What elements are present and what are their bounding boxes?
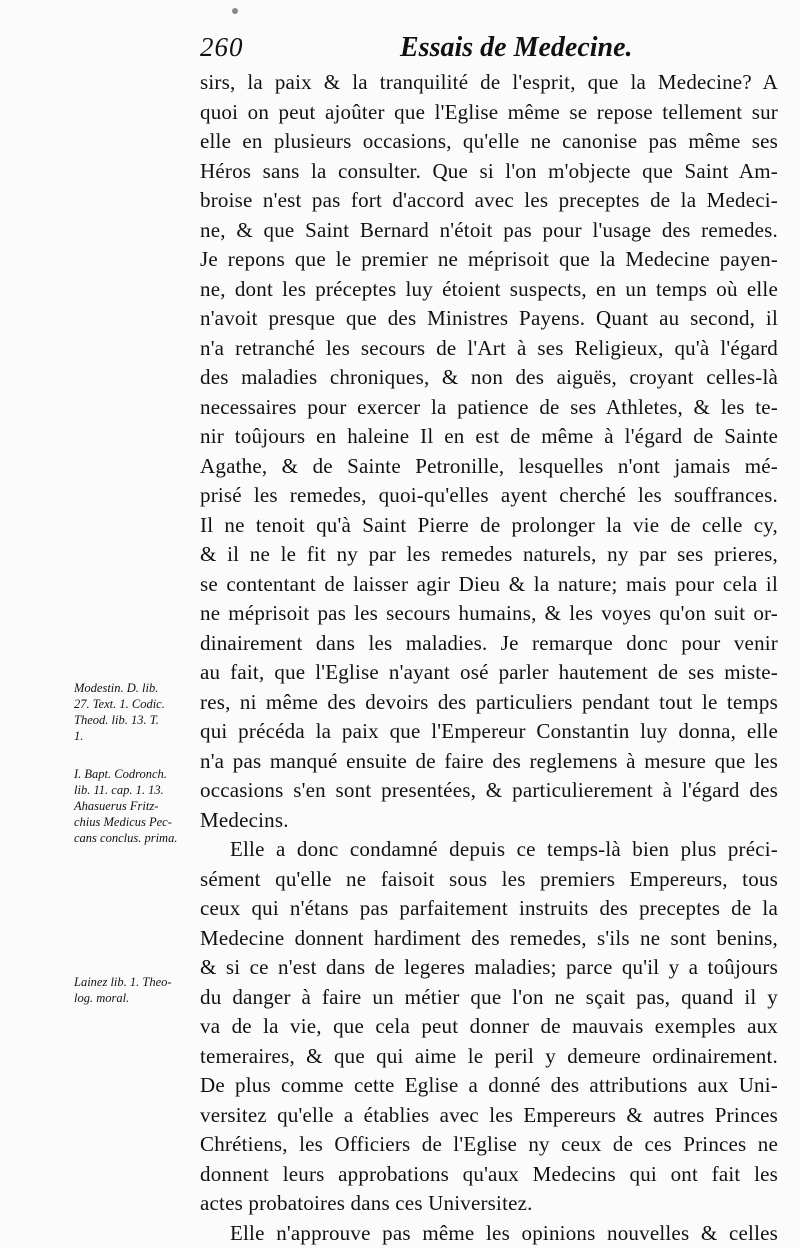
ink-spot (232, 8, 238, 14)
margin-note-line: 27. Text. 1. Codic. (74, 696, 202, 712)
running-head (200, 32, 760, 72)
text-line: n'avoit presque que des Ministres Payens. Quant au second, il (200, 304, 778, 334)
text-line: De plus comme cette Eglise a donné des attributions aux Uni- (200, 1071, 778, 1101)
text-line: broise n'est pas fort d'accord avec les preceptes de la Medeci- (200, 186, 778, 216)
text-line: dinairement dans les maladies. Je remarque donc pour venir (200, 629, 778, 659)
running-title: Essais de Medecine. (400, 32, 633, 64)
text-line: se contentant de laisser agir Dieu & la nature; mais pour cela il (200, 570, 778, 600)
text-line: occasions s'en sont presentées, & particulierement à l'égard des (200, 776, 778, 806)
text-line: Medecins. (200, 806, 778, 836)
text-line: versitez qu'elle a établies avec les Empereurs & autres Princes (200, 1101, 778, 1131)
text-line: n'a pas manqué ensuite de faire des reglemens à mesure que les (200, 747, 778, 777)
text-line: qui précéda la paix que l'Empereur Constantin luy donna, elle (200, 717, 778, 747)
text-line: Agathe, & de Sainte Petronille, lesquelles n'ont jamais mé- (200, 452, 778, 482)
text-line: Héros sans la consulter. Que si l'on m'objecte que Saint Am- (200, 157, 778, 187)
text-line: au fait, que l'Eglise n'ayant osé parler hautement de ses miste- (200, 658, 778, 688)
text-line: nir toûjours en haleine Il en est de même à l'égard de Sainte (200, 422, 778, 452)
text-line: & il ne le fit ny par les remedes naturels, ny par ses prieres, (200, 540, 778, 570)
text-line: quoi on peut ajoûter que l'Eglise même se repose tellement sur (200, 98, 778, 128)
text-line: Chrétiens, les Officiers de l'Eglise ny ceux de ces Princes ne (200, 1130, 778, 1160)
margin-note-line: Lainez lib. 1. Theo- (74, 974, 202, 990)
text-line: du danger à faire un métier que l'on ne sçait pas, quand il y (200, 983, 778, 1013)
margin-note-line: Theod. lib. 13. T. (74, 712, 202, 728)
margin-note (74, 680, 202, 744)
text-line: ne, dont les préceptes luy étoient suspects, en un temps où elle (200, 275, 778, 305)
text-line: va de la vie, que cela peut donner de mauvais exemples aux (200, 1012, 778, 1042)
text-line: des maladies chroniques, & non des aiguës, croyant celles-là (200, 363, 778, 393)
page-number: 260 (200, 32, 244, 63)
margin-note-line: I. Bapt. Codronch. (74, 766, 202, 782)
margin-note-line: log. moral. (74, 990, 202, 1006)
text-line: n'a retranché les secours de l'Art à ses Religieux, qu'à l'égard (200, 334, 778, 364)
text-line: Medecine donnent hardiment des remedes, s'ils ne sont benins, (200, 924, 778, 954)
text-line: elle en plusieurs occasions, qu'elle ne canonise pas même ses (200, 127, 778, 157)
text-line: actes probatoires dans ces Universitez. (200, 1189, 778, 1219)
text-line: res, ni même des devoirs des particuliers pendant tout le temps (200, 688, 778, 718)
text-line: Je repons que le premier ne méprisoit que la Medecine payen- (200, 245, 778, 275)
margin-note (74, 974, 202, 1006)
text-line: necessaires pour exercer la patience de ses Athletes, & les te- (200, 393, 778, 423)
margin-note (74, 766, 202, 846)
text-line: sirs, la paix & la tranquilité de l'esprit, que la Medecine? A (200, 68, 778, 98)
text-line: Il ne tenoit qu'à Saint Pierre de prolonger la vie de celle cy, (200, 511, 778, 541)
text-line: & si ce n'est dans de legeres maladies; parce qu'il y a toûjours (200, 953, 778, 983)
margin-note-line: 1. (74, 728, 202, 744)
text-line: temeraires, & que qui aime le peril y demeure ordinairement. (200, 1042, 778, 1072)
margin-note-line: chius Medicus Pec- (74, 814, 202, 830)
text-line: prisé les remedes, quoi-qu'elles ayent cherché les souffrances. (200, 481, 778, 511)
margin-note-line: cans conclus. prima. (74, 830, 202, 846)
margin-note-line: Modestin. D. lib. (74, 680, 202, 696)
text-line: donnent leurs approbations qu'aux Medecins qui ont fait les (200, 1160, 778, 1190)
body-text (200, 68, 778, 1248)
text-line: ceux qui n'étans pas parfaitement instruits des preceptes de la (200, 894, 778, 924)
text-line: ne méprisoit pas les secours humains, & les voyes qu'on suit or- (200, 599, 778, 629)
text-line: Elle a donc condamné depuis ce temps-là bien plus préci- (200, 835, 778, 865)
margin-note-line: lib. 11. cap. 1. 13. (74, 782, 202, 798)
margin-note-line: Ahasuerus Fritz- (74, 798, 202, 814)
text-line: sément qu'elle ne faisoit sous les premiers Empereurs, tous (200, 865, 778, 895)
text-line: Elle n'approuve pas même les opinions nouvelles & celles (200, 1219, 778, 1248)
text-line: ne, & que Saint Bernard n'étoit pas pour l'usage des remedes. (200, 216, 778, 246)
